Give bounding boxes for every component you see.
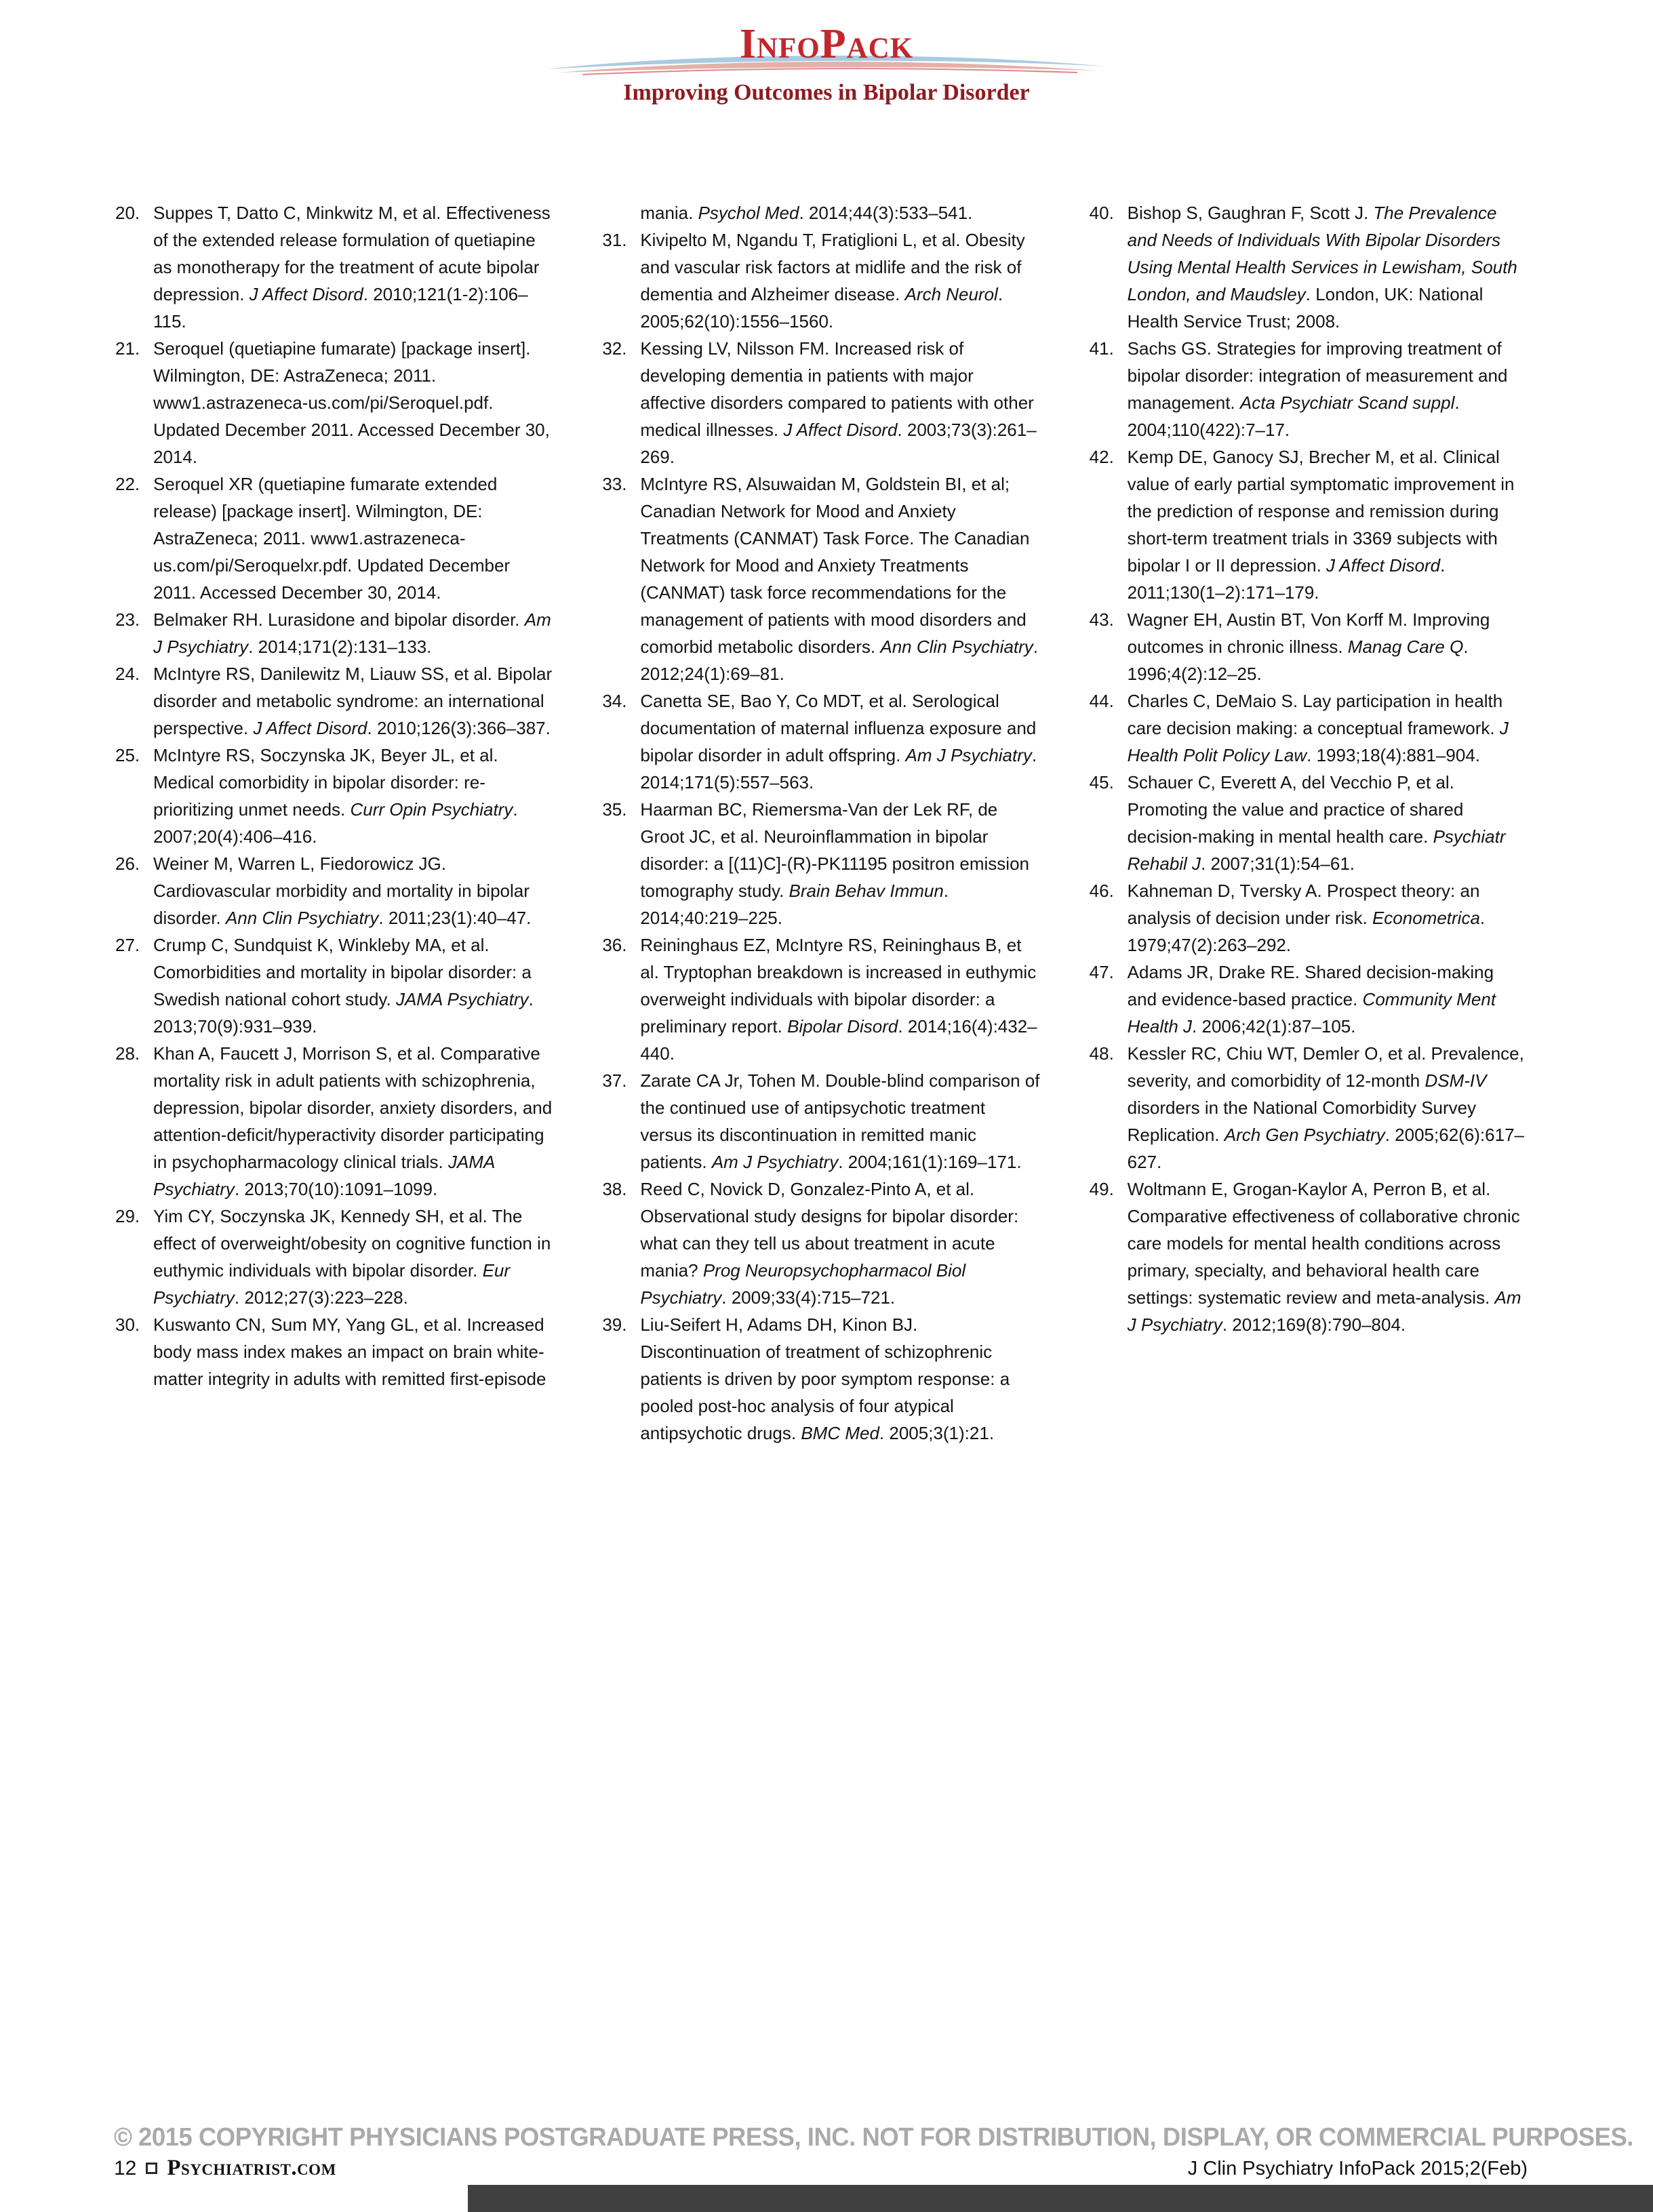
reference-item xyxy=(115,1203,553,1311)
reference-number: 33. xyxy=(602,474,627,494)
reference-text: Belmaker RH. Lurasidone and bipolar disorder. Am J Psychiatry. 2014;171(2):131–133. xyxy=(153,609,551,657)
reference-number: 38. xyxy=(602,1179,627,1199)
reference-item xyxy=(1090,687,1528,769)
reference-text: McIntyre RS, Alsuwaidan M, Goldstein BI, et al; Canadian Network for Mood and Anxiety Treatments (CANMAT) Task Force. The Canadian Network for Mood and Anxiety Treatments (CANMAT) task force recommendations for the management of patients with mood disorders and comorbid metabolic disorders. Ann Clin Psychiatry. 2012;24(1):69–81. xyxy=(640,474,1039,684)
reference-number: 47. xyxy=(1089,962,1114,982)
reference-text: Kivipelto M, Ngandu T, Fratiglioni L, et al. Obesity and vascular risk factors at midlife and the risk of dementia and Alzheimer disease. Arch Neurol. 2005;62(10):1556–1560. xyxy=(640,230,1025,331)
copyright-watermark: © 2015 COPYRIGHT PHYSICIANS POSTGRADUATE PRESS, INC. NOT FOR DISTRIBUTION, DISPLAY, OR COMMERCIAL PURPOSES. xyxy=(114,2123,1633,2152)
reference-number: 25. xyxy=(115,745,140,765)
reference-text: Woltmann E, Grogan-Kaylor A, Perron B, et al. Comparative effectiveness of collaborative chronic care models for mental health conditions across primary, specialty, and behavioral health care settings: systematic review and meta-analysis. Am J Psychiatry. 2012;169(8):790–804. xyxy=(1127,1179,1521,1335)
reference-column-1 xyxy=(115,199,553,1447)
reference-number: 31. xyxy=(602,230,627,250)
reference-number: 37. xyxy=(602,1070,627,1091)
journal-citation: J Clin Psychiatry InfoPack 2015;2(Feb) xyxy=(1187,2157,1528,2179)
reference-text: Reed C, Novick D, Gonzalez-Pinto A, et al. Observational study designs for bipolar disorder: what can they tell us about treatment in acute mania? Prog Neuropsychopharmacol Biol Psychiatry. 2009;33(4):715–721. xyxy=(640,1179,1019,1308)
reference-item xyxy=(1090,877,1528,959)
reference-number: 41. xyxy=(1089,338,1114,359)
reference-item xyxy=(602,1311,1040,1447)
psychiatrist-com-logo: Psychiatrist.com xyxy=(167,2156,336,2180)
reference-text: Canetta SE, Bao Y, Co MDT, et al. Serological documentation of maternal influenza exposure and bipolar disorder in adult offspring. Am J Psychiatry. 2014;171(5):557–563. xyxy=(640,691,1037,792)
reference-number: 28. xyxy=(115,1043,140,1064)
reference-text: Yim CY, Soczynska JK, Kennedy SH, et al. The effect of overweight/obesity on cognitive function in euthymic individuals with bipolar disorder. Eur Psychiatry. 2012;27(3):223–228. xyxy=(153,1206,551,1308)
reference-text: Kessing LV, Nilsson FM. Increased risk of developing dementia in patients with major affective disorders compared to patients with other medical illnesses. J Affect Disord. 2003;73(3):261–269. xyxy=(640,338,1037,467)
reference-item xyxy=(1090,199,1528,335)
reference-number: 27. xyxy=(115,935,140,955)
reference-item xyxy=(115,660,553,742)
reference-number: 42. xyxy=(1089,447,1114,467)
reference-text: Weiner M, Warren L, Fiedorowicz JG. Cardiovascular morbidity and mortality in bipolar disorder. Ann Clin Psychiatry. 2011;23(1):40–47. xyxy=(153,853,532,928)
footer-bar xyxy=(468,2185,1653,2212)
reference-number: 34. xyxy=(602,691,627,711)
reference-item xyxy=(602,796,1040,931)
reference-item xyxy=(115,1311,553,1392)
reference-text: Schauer C, Everett A, del Vecchio P, et al. Promoting the value and practice of shared decision-making in mental health care. Psychiatr Rehabil J. 2007;31(1):54–61. xyxy=(1127,772,1506,874)
reference-item xyxy=(602,687,1040,796)
reference-number: 20. xyxy=(115,203,140,223)
reference-item xyxy=(1090,959,1528,1040)
reference-text: Seroquel (quetiapine fumarate) [package insert]. Wilmington, DE: AstraZeneca; 2011. www1.astrazeneca-us.com/pi/Seroquel.pdf. Updated December 2011. Accessed December 30, 2014. xyxy=(153,338,550,467)
reference-text: Kuswanto CN, Sum MY, Yang GL, et al. Increased body mass index makes an impact on brain white-matter integrity in adults with remitted first-episode xyxy=(153,1314,546,1389)
reference-item xyxy=(602,199,1040,226)
footer xyxy=(114,2156,1528,2181)
reference-text: Wagner EH, Austin BT, Von Korff M. Improving outcomes in chronic illness. Manag Care Q. 1996;4(2):12–25. xyxy=(1127,609,1490,684)
reference-number: 36. xyxy=(602,935,627,955)
reference-text: Zarate CA Jr, Tohen M. Double-blind comparison of the continued use of antipsychotic treatment versus its discontinuation in remitted manic patients. Am J Psychiatry. 2004;161(1):169–171. xyxy=(640,1070,1040,1172)
reference-item xyxy=(602,1067,1040,1175)
reference-number: 48. xyxy=(1089,1043,1114,1064)
reference-item xyxy=(1090,606,1528,687)
reference-item xyxy=(1090,335,1528,443)
reference-item xyxy=(115,470,553,606)
reference-number: 29. xyxy=(115,1206,140,1226)
reference-item xyxy=(602,1175,1040,1311)
reference-number: 32. xyxy=(602,338,627,359)
reference-number: 35. xyxy=(602,799,627,820)
reference-column-2 xyxy=(602,199,1040,1447)
reference-text: Reininghaus EZ, McIntyre RS, Reininghaus B, et al. Tryptophan breakdown is increased in euthymic overweight individuals with bipolar disorder: a preliminary report. Bipolar Disord. 2014;16(4):432–440. xyxy=(640,935,1037,1064)
page-number: 12 xyxy=(114,2156,137,2179)
reference-text: Kessler RC, Chiu WT, Demler O, et al. Prevalence, severity, and comorbidity of 12-month DSM-IV disorders in the National Comorbidity Survey Replication. Arch Gen Psychiatry. 2005;62(6):617–627. xyxy=(1127,1043,1524,1172)
reference-number: 26. xyxy=(115,853,140,874)
reference-number: 46. xyxy=(1089,881,1114,901)
reference-number: 39. xyxy=(602,1314,627,1335)
reference-text: Adams JR, Drake RE. Shared decision-making and evidence-based practice. Community Ment Health J. 2006;42(1):87–105. xyxy=(1127,962,1496,1037)
reference-text: Haarman BC, Riemersma-Van der Lek RF, de Groot JC, et al. Neuroinflammation in bipolar disorder: a [(11)C]-(R)-PK11195 positron emission tomography study. Brain Behav Immun. 2014;40:219–225. xyxy=(640,799,1029,928)
reference-list xyxy=(0,199,1653,1447)
reference-text: McIntyre RS, Danilewitz M, Liauw SS, et al. Bipolar disorder and metabolic syndrome: an international perspective. J Affect Disord. 2010;126(3):366–387. xyxy=(153,664,553,738)
header xyxy=(0,0,1653,106)
reference-number: 23. xyxy=(115,609,140,630)
reference-text: Liu-Seifert H, Adams DH, Kinon BJ. Discontinuation of treatment of schizophrenic patients is driven by poor symptom response: a pooled post-hoc analysis of four atypical antipsychotic drugs. BMC Med. 2005;3(1):21. xyxy=(640,1314,1010,1443)
reference-item xyxy=(602,226,1040,335)
reference-item xyxy=(115,850,553,931)
reference-text: Seroquel XR (quetiapine fumarate extended release) [package insert]. Wilmington, DE: AstraZeneca; 2011. www1.astrazeneca-us.com/pi/Seroquelxr.pdf. Updated December 2011. Accessed December 30, 2014. xyxy=(153,474,511,603)
reference-item xyxy=(1090,1175,1528,1338)
reference-number: 24. xyxy=(115,664,140,684)
reference-text: Charles C, DeMaio S. Lay participation in health care decision making: a conceptual framework. J Health Polit Policy Law. 1993;18(4):881–904. xyxy=(1127,691,1509,765)
reference-item xyxy=(115,1040,553,1203)
reference-number: 22. xyxy=(115,474,140,494)
reference-item xyxy=(115,335,553,470)
reference-text: mania. Psychol Med. 2014;44(3):533–541. xyxy=(640,203,973,223)
reference-number: 21. xyxy=(115,338,140,359)
reference-text: Khan A, Faucett J, Morrison S, et al. Comparative mortality risk in adult patients with schizophrenia, depression, bipolar disorder, anxiety disorders, and attention-deficit/hyperactivity disorder participating in psychopharmacology clinical trials. JAMA Psychiatry. 2013;70(10):1091–1099. xyxy=(153,1043,553,1199)
reference-text: Kemp DE, Ganocy SJ, Brecher M, et al. Clinical value of early partial symptomatic improvement in the prediction of response and remission during short-term treatment trials in 3369 subjects with bipolar I or II depression. J Affect Disord. 2011;130(1–2):171–179. xyxy=(1127,447,1515,603)
page-subtitle: Improving Outcomes in Bipolar Disorder xyxy=(623,80,1030,105)
reference-text: Crump C, Sundquist K, Winkleby MA, et al. Comorbidities and mortality in bipolar disorder: a Swedish national cohort study. JAMA Psychiatry. 2013;70(9):931–939. xyxy=(153,935,534,1037)
reference-text: McIntyre RS, Soczynska JK, Beyer JL, et al. Medical comorbidity in bipolar disorder: re-prioritizing unmet needs. Curr Opin Psychiatry. 2007;20(4):406–416. xyxy=(153,745,518,847)
reference-item xyxy=(115,606,553,660)
reference-item xyxy=(1090,1040,1528,1175)
reference-item xyxy=(115,199,553,335)
reference-number: 44. xyxy=(1089,691,1114,711)
reference-text: Sachs GS. Strategies for improving treatment of bipolar disorder: integration of measurement and management. Acta Psychiatr Scand suppl. 2004;110(422):7–17. xyxy=(1127,338,1508,440)
reference-item xyxy=(602,470,1040,687)
reference-text: Bishop S, Gaughran F, Scott J. The Prevalence and Needs of Individuals With Bipolar Disorders Using Mental Health Services in Lewisham, South London, and Maudsley. London, UK: National Health Service Trust; 2008. xyxy=(1127,203,1517,331)
reference-item xyxy=(1090,769,1528,877)
reference-column-3 xyxy=(1090,199,1528,1447)
reference-number: 45. xyxy=(1089,772,1114,792)
reference-item xyxy=(1090,443,1528,606)
reference-number: 49. xyxy=(1089,1179,1114,1199)
reference-item xyxy=(602,335,1040,470)
reference-number: 30. xyxy=(115,1314,140,1335)
reference-number: 40. xyxy=(1089,203,1114,223)
reference-number xyxy=(602,199,640,226)
infopack-logo: InfoPack xyxy=(739,21,914,67)
reference-item xyxy=(115,742,553,850)
footer-square-icon xyxy=(146,2163,157,2174)
reference-text: Suppes T, Datto C, Minkwitz M, et al. Effectiveness of the extended release formulation of quetiapine as monotherapy for the treatment of acute bipolar depression. J Affect Disord. 2010;121(1-2):106–115. xyxy=(153,203,551,331)
reference-number: 43. xyxy=(1089,609,1114,630)
reference-item xyxy=(115,931,553,1040)
footer-left xyxy=(114,2156,336,2181)
reference-text: Kahneman D, Tversky A. Prospect theory: an analysis of decision under risk. Econometrica. 1979;47(2):263–292. xyxy=(1127,881,1486,955)
reference-item xyxy=(602,931,1040,1067)
